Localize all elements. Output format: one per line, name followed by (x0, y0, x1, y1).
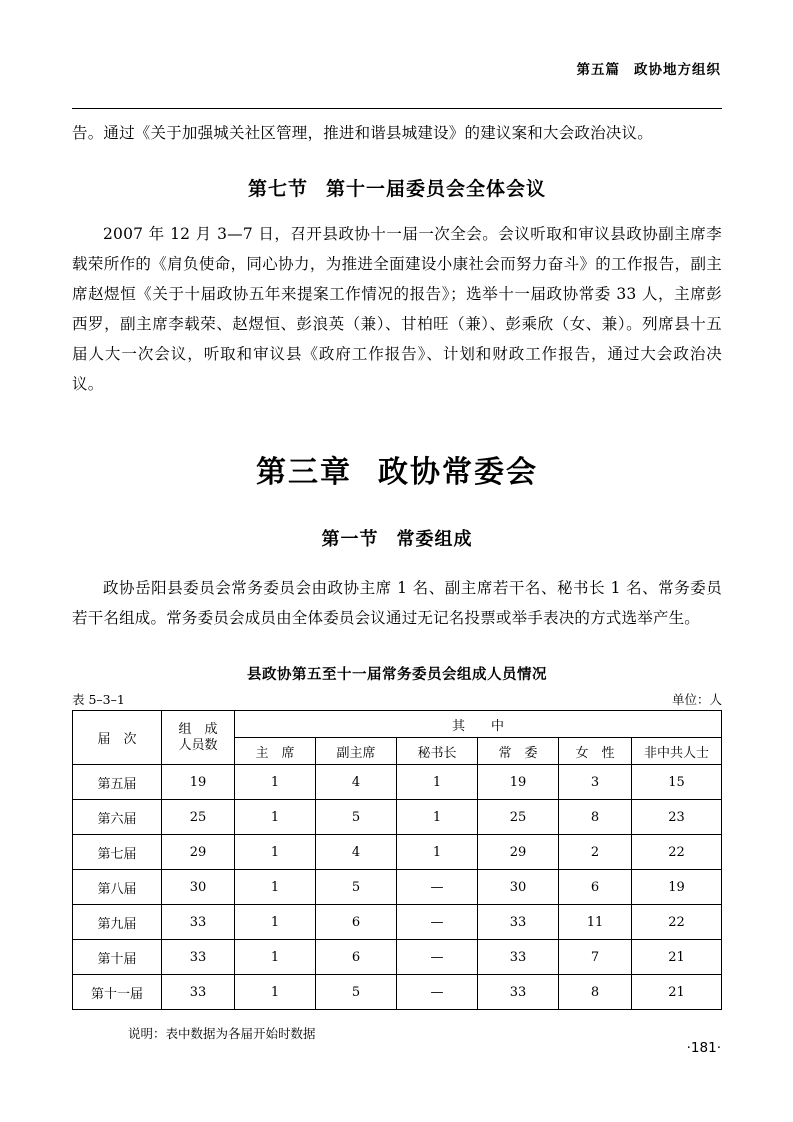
cell-standing: 33 (478, 905, 559, 940)
table-head (73, 711, 722, 765)
cell-female: 3 (559, 765, 632, 800)
chapter-heading (72, 447, 722, 491)
header-vice-chair: 副主席 (316, 738, 397, 765)
header-total (162, 711, 235, 765)
cell-standing: 33 (478, 940, 559, 975)
chapter-number: 第三章 (256, 455, 352, 490)
running-head (577, 58, 722, 78)
cell-standing: 19 (478, 765, 559, 800)
cell-standing: 30 (478, 870, 559, 905)
cell-total: 30 (162, 870, 235, 905)
cell-sg: 1 (397, 835, 478, 870)
cell-vice: 5 (316, 800, 397, 835)
cell-noncpc: 19 (632, 870, 722, 905)
cell-female: 6 (559, 870, 632, 905)
cell-noncpc: 22 (632, 905, 722, 940)
header-total-line1: 组 成 (178, 721, 218, 737)
cell-total: 25 (162, 800, 235, 835)
cell-chair: 1 (235, 905, 316, 940)
cell-noncpc: 15 (632, 765, 722, 800)
header-secretary-general: 秘书长 (397, 738, 478, 765)
cell-chair: 1 (235, 800, 316, 835)
table-body (73, 765, 722, 1010)
cell-standing: 25 (478, 800, 559, 835)
section-seven-number: 第七节 (247, 178, 308, 200)
section-one-number: 第一节 (321, 529, 379, 550)
cell-noncpc: 22 (632, 835, 722, 870)
table-meta (72, 690, 722, 710)
table-block (72, 663, 722, 1042)
header-term: 届 次 (73, 711, 162, 765)
cell-female: 11 (559, 905, 632, 940)
cell-sg: — (397, 905, 478, 940)
cell-sg: — (397, 870, 478, 905)
cell-vice: 6 (316, 905, 397, 940)
header-divider (72, 108, 722, 109)
cell-term: 第九届 (73, 905, 162, 940)
continued-paragraph: 告。通过《关于加强城关社区管理，推进和谐县城建设》的建议案和大会政治决议。 (72, 124, 653, 142)
cell-sg: 1 (397, 800, 478, 835)
table-row (73, 870, 722, 905)
cell-vice: 5 (316, 975, 397, 1010)
cell-chair: 1 (235, 975, 316, 1010)
page-number: ·181· (686, 1040, 721, 1056)
cell-vice: 6 (316, 940, 397, 975)
cell-total: 33 (162, 975, 235, 1010)
cell-term: 第七届 (73, 835, 162, 870)
cell-total: 29 (162, 835, 235, 870)
table-header-row-1 (73, 711, 722, 738)
cell-total: 19 (162, 765, 235, 800)
table-row (73, 800, 722, 835)
cell-female: 8 (559, 800, 632, 835)
cell-female: 7 (559, 940, 632, 975)
cell-term: 第十一届 (73, 975, 162, 1010)
header-total-line2: 人员数 (178, 737, 218, 753)
table-row (73, 835, 722, 870)
table-note: 说明：表中数据为各届开始时数据 (128, 1026, 316, 1041)
header-non-cpc: 非中共人士 (632, 738, 722, 765)
header-group-among: 其 中 (235, 711, 722, 738)
cell-female: 8 (559, 975, 632, 1010)
table-row (73, 940, 722, 975)
cell-noncpc: 21 (632, 940, 722, 975)
cell-sg: 1 (397, 765, 478, 800)
chapter-title-text: 政协常委会 (378, 455, 538, 490)
cell-total: 33 (162, 940, 235, 975)
cell-term: 第十届 (73, 940, 162, 975)
cell-chair: 1 (235, 835, 316, 870)
section-one-title: 常委组成 (396, 529, 473, 550)
table-number: 表 5–3–1 (72, 692, 125, 707)
header-standing-member: 常 委 (478, 738, 559, 765)
header-female: 女 性 (559, 738, 632, 765)
section-one-paragraph: 政协岳阳县委员会常务委员会由政协主席 1 名、副主席若干名、秘书长 1 名、常务委员若干名组成。常务委员会成员由全体委员会议通过无记名投票或举手表决的方式选举产生。 (72, 579, 722, 627)
cell-term: 第八届 (73, 870, 162, 905)
page-content (72, 118, 722, 1042)
cell-chair: 1 (235, 940, 316, 975)
cell-total: 33 (162, 905, 235, 940)
table-row (73, 905, 722, 940)
standing-committee-table (72, 710, 722, 1010)
cell-sg: — (397, 940, 478, 975)
cell-female: 2 (559, 835, 632, 870)
cell-vice: 4 (316, 835, 397, 870)
header-chair: 主 席 (235, 738, 316, 765)
running-head-title: 政协地方组织 (634, 62, 721, 78)
cell-sg: — (397, 975, 478, 1010)
cell-standing: 29 (478, 835, 559, 870)
table-unit: 单位：人 (671, 692, 722, 707)
section-one-heading (72, 525, 722, 551)
section-seven-title: 第十一届委员会全体会议 (326, 178, 547, 200)
cell-standing: 33 (478, 975, 559, 1010)
cell-term: 第六届 (73, 800, 162, 835)
section-seven-heading (72, 174, 722, 201)
cell-noncpc: 21 (632, 975, 722, 1010)
cell-noncpc: 23 (632, 800, 722, 835)
cell-term: 第五届 (73, 765, 162, 800)
table-caption: 县政协第五至十一届常务委员会组成人员情况 (247, 667, 547, 683)
cell-chair: 1 (235, 765, 316, 800)
cell-vice: 4 (316, 765, 397, 800)
cell-chair: 1 (235, 870, 316, 905)
table-row (73, 765, 722, 800)
cell-vice: 5 (316, 870, 397, 905)
section-seven-paragraph: 2007 年 12 月 3—7 日，召开县政协十一届一次全会。会议听取和审议县政协副主席李载荣所作的《肩负使命，同心协力，为推进全面建设小康社会而努力奋斗》的工作报告，副主席赵煜恒《关于十届政协五年来提案工作情况的报告》；选举十一届政协常委 33 人，主席彭西罗，副主席李载荣、赵煜恒、彭浪英（兼）、甘柏旺（兼）、彭乘欣（女、兼）。列席县十五届人大一次会议，听取和审议县《政府工作报告》、计划和财政工作报告，通过大会政治决议。 (72, 225, 722, 393)
table-row (73, 975, 722, 1010)
running-head-part: 第五篇 (576, 62, 620, 78)
